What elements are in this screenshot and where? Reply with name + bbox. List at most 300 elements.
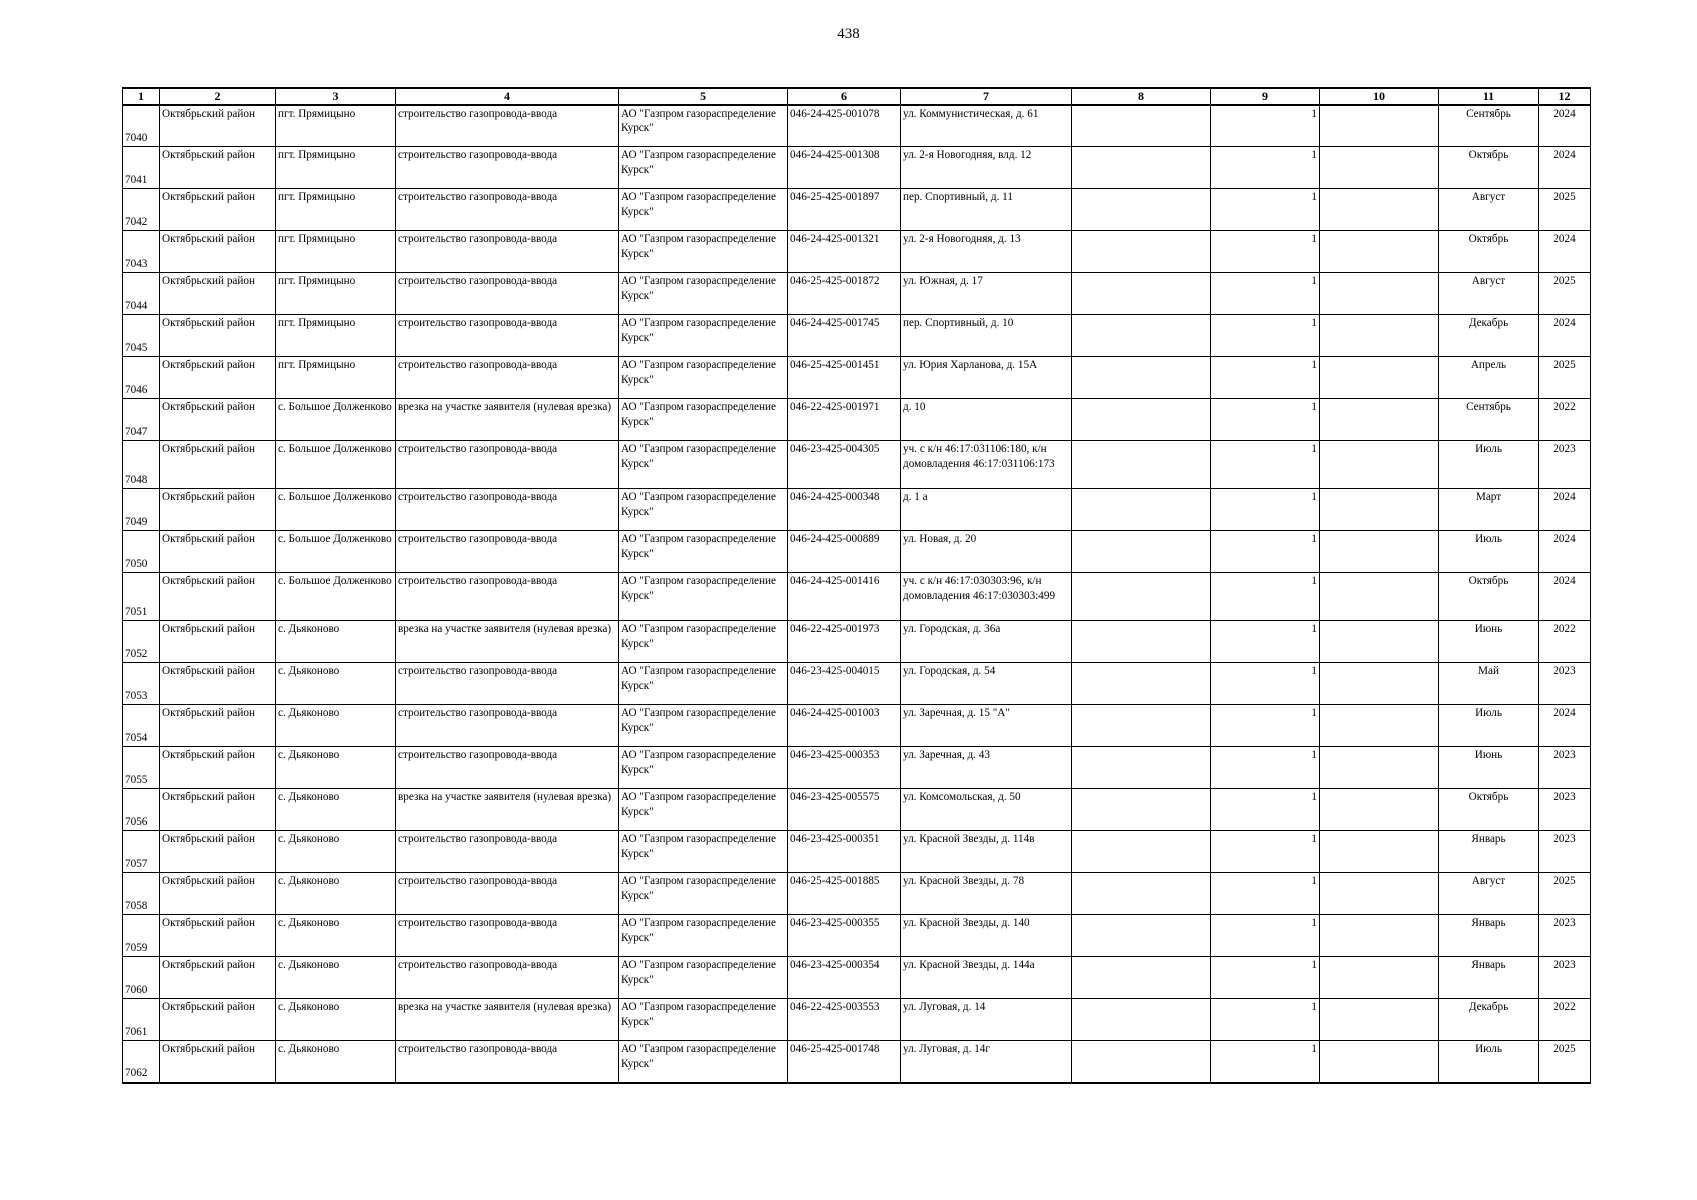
month-cell: Май	[1439, 663, 1539, 705]
request-code-cell: 046-23-425-005575	[788, 789, 901, 831]
year-cell: 2024	[1539, 105, 1591, 147]
column-8-cell	[1072, 357, 1211, 399]
column-10-cell	[1320, 1041, 1439, 1083]
year-cell: 2025	[1539, 273, 1591, 315]
column-header: 6	[788, 88, 901, 105]
organization-cell: АО "Газпром газораспределение Курск"	[619, 357, 788, 399]
column-8-cell	[1072, 705, 1211, 747]
district-cell: Октябрьский район	[160, 231, 276, 273]
locality-cell: с. Большое Долженково	[276, 489, 396, 531]
address-cell: ул. Городская, д. 36а	[901, 621, 1072, 663]
column-10-cell	[1320, 231, 1439, 273]
column-8-cell	[1072, 441, 1211, 489]
quantity-cell: 1	[1211, 915, 1320, 957]
locality-cell: с. Дьяконово	[276, 747, 396, 789]
registry-table	[122, 87, 1591, 1084]
quantity-cell: 1	[1211, 357, 1320, 399]
request-code-cell: 046-23-425-004015	[788, 663, 901, 705]
work-type-cell: строительство газопровода-ввода	[396, 663, 619, 705]
address-cell: ул. Южная, д. 17	[901, 273, 1072, 315]
locality-cell: с. Дьяконово	[276, 789, 396, 831]
table-row	[123, 705, 1591, 747]
month-cell: Март	[1439, 489, 1539, 531]
quantity-cell: 1	[1211, 231, 1320, 273]
column-10-cell	[1320, 573, 1439, 621]
column-10-cell	[1320, 789, 1439, 831]
year-cell: 2023	[1539, 747, 1591, 789]
column-header: 2	[160, 88, 276, 105]
column-10-cell	[1320, 663, 1439, 705]
row-number: 7055	[123, 747, 160, 789]
month-cell: Сентябрь	[1439, 105, 1539, 147]
month-cell: Апрель	[1439, 357, 1539, 399]
district-cell: Октябрьский район	[160, 441, 276, 489]
locality-cell: пгт. Прямицыно	[276, 147, 396, 189]
column-10-cell	[1320, 621, 1439, 663]
address-cell: ул. Заречная, д. 15 "А"	[901, 705, 1072, 747]
column-8-cell	[1072, 663, 1211, 705]
quantity-cell: 1	[1211, 441, 1320, 489]
locality-cell: пгт. Прямицыно	[276, 273, 396, 315]
locality-cell: с. Дьяконово	[276, 915, 396, 957]
quantity-cell: 1	[1211, 1041, 1320, 1083]
column-10-cell	[1320, 315, 1439, 357]
address-cell: ул. Городская, д. 54	[901, 663, 1072, 705]
district-cell: Октябрьский район	[160, 357, 276, 399]
work-type-cell: строительство газопровода-ввода	[396, 573, 619, 621]
column-8-cell	[1072, 105, 1211, 147]
column-8-cell	[1072, 231, 1211, 273]
work-type-cell: строительство газопровода-ввода	[396, 873, 619, 915]
row-number: 7059	[123, 915, 160, 957]
locality-cell: пгт. Прямицыно	[276, 357, 396, 399]
table-row	[123, 315, 1591, 357]
organization-cell: АО "Газпром газораспределение Курск"	[619, 573, 788, 621]
request-code-cell: 046-23-425-004305	[788, 441, 901, 489]
row-number: 7062	[123, 1041, 160, 1083]
locality-cell: пгт. Прямицыно	[276, 189, 396, 231]
month-cell: Июль	[1439, 441, 1539, 489]
column-10-cell	[1320, 105, 1439, 147]
year-cell: 2024	[1539, 315, 1591, 357]
district-cell: Октябрьский район	[160, 915, 276, 957]
organization-cell: АО "Газпром газораспределение Курск"	[619, 489, 788, 531]
request-code-cell: 046-25-425-001748	[788, 1041, 901, 1083]
request-code-cell: 046-23-425-000353	[788, 747, 901, 789]
table-row	[123, 399, 1591, 441]
organization-cell: АО "Газпром газораспределение Курск"	[619, 189, 788, 231]
month-cell: Октябрь	[1439, 147, 1539, 189]
table-row	[123, 147, 1591, 189]
table-row	[123, 573, 1591, 621]
column-8-cell	[1072, 789, 1211, 831]
column-8-cell	[1072, 573, 1211, 621]
district-cell: Октябрьский район	[160, 189, 276, 231]
year-cell: 2024	[1539, 231, 1591, 273]
row-number: 7044	[123, 273, 160, 315]
request-code-cell: 046-25-425-001872	[788, 273, 901, 315]
page-number: 438	[837, 26, 860, 42]
request-code-cell: 046-23-425-000355	[788, 915, 901, 957]
row-number: 7056	[123, 789, 160, 831]
column-10-cell	[1320, 189, 1439, 231]
row-number: 7040	[123, 105, 160, 147]
year-cell: 2022	[1539, 399, 1591, 441]
request-code-cell: 046-22-425-003553	[788, 999, 901, 1041]
column-header: 10	[1320, 88, 1439, 105]
organization-cell: АО "Газпром газораспределение Курск"	[619, 105, 788, 147]
quantity-cell: 1	[1211, 531, 1320, 573]
table-row	[123, 663, 1591, 705]
column-header: 4	[396, 88, 619, 105]
organization-cell: АО "Газпром газораспределение Курск"	[619, 1041, 788, 1083]
organization-cell: АО "Газпром газораспределение Курск"	[619, 789, 788, 831]
work-type-cell: врезка на участке заявителя (нулевая врезка)	[396, 399, 619, 441]
row-number: 7049	[123, 489, 160, 531]
table-row	[123, 357, 1591, 399]
registry-body	[123, 105, 1591, 1083]
year-cell: 2024	[1539, 489, 1591, 531]
row-number: 7041	[123, 147, 160, 189]
district-cell: Октябрьский район	[160, 873, 276, 915]
quantity-cell: 1	[1211, 705, 1320, 747]
work-type-cell: строительство газопровода-ввода	[396, 915, 619, 957]
organization-cell: АО "Газпром газораспределение Курск"	[619, 831, 788, 873]
locality-cell: с. Дьяконово	[276, 621, 396, 663]
locality-cell: пгт. Прямицыно	[276, 231, 396, 273]
column-8-cell	[1072, 747, 1211, 789]
work-type-cell: строительство газопровода-ввода	[396, 105, 619, 147]
month-cell: Январь	[1439, 831, 1539, 873]
work-type-cell: врезка на участке заявителя (нулевая врезка)	[396, 621, 619, 663]
request-code-cell: 046-25-425-001451	[788, 357, 901, 399]
column-8-cell	[1072, 873, 1211, 915]
table-row	[123, 873, 1591, 915]
request-code-cell: 046-24-425-000889	[788, 531, 901, 573]
quantity-cell: 1	[1211, 831, 1320, 873]
address-cell: ул. Коммунистическая, д. 61	[901, 105, 1072, 147]
locality-cell: пгт. Прямицыно	[276, 105, 396, 147]
address-cell: ул. Комсомольская, д. 50	[901, 789, 1072, 831]
request-code-cell: 046-22-425-001973	[788, 621, 901, 663]
quantity-cell: 1	[1211, 399, 1320, 441]
column-header: 7	[901, 88, 1072, 105]
locality-cell: с. Большое Долженково	[276, 441, 396, 489]
locality-cell: пгт. Прямицыно	[276, 315, 396, 357]
work-type-cell: строительство газопровода-ввода	[396, 189, 619, 231]
quantity-cell: 1	[1211, 489, 1320, 531]
address-cell: ул. Красной Звезды, д. 78	[901, 873, 1072, 915]
district-cell: Октябрьский район	[160, 531, 276, 573]
organization-cell: АО "Газпром газораспределение Курск"	[619, 621, 788, 663]
column-header: 12	[1539, 88, 1591, 105]
organization-cell: АО "Газпром газораспределение Курск"	[619, 531, 788, 573]
table-row	[123, 189, 1591, 231]
locality-cell: с. Большое Долженково	[276, 531, 396, 573]
year-cell: 2023	[1539, 441, 1591, 489]
address-cell: ул. Заречная, д. 43	[901, 747, 1072, 789]
locality-cell: с. Большое Долженково	[276, 399, 396, 441]
table-row	[123, 273, 1591, 315]
column-header-row	[123, 88, 1591, 105]
column-header: 11	[1439, 88, 1539, 105]
column-10-cell	[1320, 915, 1439, 957]
address-cell: ул. Красной Звезды, д. 140	[901, 915, 1072, 957]
address-cell: ул. Юрия Харланова, д. 15А	[901, 357, 1072, 399]
work-type-cell: строительство газопровода-ввода	[396, 273, 619, 315]
work-type-cell: врезка на участке заявителя (нулевая врезка)	[396, 789, 619, 831]
year-cell: 2023	[1539, 663, 1591, 705]
district-cell: Октябрьский район	[160, 957, 276, 999]
column-header: 9	[1211, 88, 1320, 105]
organization-cell: АО "Газпром газораспределение Курск"	[619, 873, 788, 915]
organization-cell: АО "Газпром газораспределение Курск"	[619, 999, 788, 1041]
table-row	[123, 621, 1591, 663]
row-number: 7046	[123, 357, 160, 399]
district-cell: Октябрьский район	[160, 621, 276, 663]
work-type-cell: строительство газопровода-ввода	[396, 1041, 619, 1083]
row-number: 7050	[123, 531, 160, 573]
year-cell: 2025	[1539, 1041, 1591, 1083]
year-cell: 2025	[1539, 357, 1591, 399]
table-row	[123, 489, 1591, 531]
quantity-cell: 1	[1211, 663, 1320, 705]
column-10-cell	[1320, 747, 1439, 789]
column-8-cell	[1072, 621, 1211, 663]
request-code-cell: 046-24-425-001078	[788, 105, 901, 147]
month-cell: Сентябрь	[1439, 399, 1539, 441]
table-row	[123, 441, 1591, 489]
table-row	[123, 747, 1591, 789]
quantity-cell: 1	[1211, 789, 1320, 831]
work-type-cell: строительство газопровода-ввода	[396, 747, 619, 789]
year-cell: 2024	[1539, 531, 1591, 573]
district-cell: Октябрьский район	[160, 315, 276, 357]
organization-cell: АО "Газпром газораспределение Курск"	[619, 957, 788, 999]
column-10-cell	[1320, 831, 1439, 873]
organization-cell: АО "Газпром газораспределение Курск"	[619, 747, 788, 789]
request-code-cell: 046-23-425-000351	[788, 831, 901, 873]
column-10-cell	[1320, 357, 1439, 399]
address-cell: ул. Луговая, д. 14	[901, 999, 1072, 1041]
table-row	[123, 531, 1591, 573]
address-cell: ул. Луговая, д. 14г	[901, 1041, 1072, 1083]
work-type-cell: строительство газопровода-ввода	[396, 489, 619, 531]
table-row	[123, 231, 1591, 273]
work-type-cell: строительство газопровода-ввода	[396, 315, 619, 357]
row-number: 7053	[123, 663, 160, 705]
column-10-cell	[1320, 273, 1439, 315]
row-number: 7057	[123, 831, 160, 873]
district-cell: Октябрьский район	[160, 747, 276, 789]
request-code-cell: 046-23-425-000354	[788, 957, 901, 999]
work-type-cell: строительство газопровода-ввода	[396, 147, 619, 189]
column-10-cell	[1320, 147, 1439, 189]
organization-cell: АО "Газпром газораспределение Курск"	[619, 147, 788, 189]
request-code-cell: 046-24-425-001745	[788, 315, 901, 357]
organization-cell: АО "Газпром газораспределение Курск"	[619, 273, 788, 315]
quantity-cell: 1	[1211, 189, 1320, 231]
district-cell: Октябрьский район	[160, 105, 276, 147]
row-number: 7051	[123, 573, 160, 621]
column-8-cell	[1072, 957, 1211, 999]
column-8-cell	[1072, 315, 1211, 357]
month-cell: Август	[1439, 189, 1539, 231]
month-cell: Июль	[1439, 531, 1539, 573]
quantity-cell: 1	[1211, 621, 1320, 663]
row-number: 7052	[123, 621, 160, 663]
district-cell: Октябрьский район	[160, 789, 276, 831]
address-cell: ул. Красной Звезды, д. 144а	[901, 957, 1072, 999]
quantity-cell: 1	[1211, 147, 1320, 189]
address-cell: д. 10	[901, 399, 1072, 441]
table-row	[123, 831, 1591, 873]
work-type-cell: строительство газопровода-ввода	[396, 705, 619, 747]
locality-cell: с. Дьяконово	[276, 999, 396, 1041]
column-8-cell	[1072, 189, 1211, 231]
month-cell: Декабрь	[1439, 315, 1539, 357]
locality-cell: с. Дьяконово	[276, 957, 396, 999]
month-cell: Октябрь	[1439, 231, 1539, 273]
address-cell: пер. Спортивный, д. 10	[901, 315, 1072, 357]
month-cell: Июнь	[1439, 747, 1539, 789]
organization-cell: АО "Газпром газораспределение Курск"	[619, 231, 788, 273]
column-8-cell	[1072, 489, 1211, 531]
column-8-cell	[1072, 831, 1211, 873]
district-cell: Октябрьский район	[160, 573, 276, 621]
column-8-cell	[1072, 273, 1211, 315]
year-cell: 2023	[1539, 831, 1591, 873]
year-cell: 2025	[1539, 873, 1591, 915]
year-cell: 2023	[1539, 789, 1591, 831]
month-cell: Июль	[1439, 1041, 1539, 1083]
organization-cell: АО "Газпром газораспределение Курск"	[619, 705, 788, 747]
district-cell: Октябрьский район	[160, 147, 276, 189]
locality-cell: с. Большое Долженково	[276, 573, 396, 621]
month-cell: Июль	[1439, 705, 1539, 747]
address-cell: уч. с к/н 46:17:031106:180, к/н домовладения 46:17:031106:173	[901, 441, 1072, 489]
column-10-cell	[1320, 531, 1439, 573]
request-code-cell: 046-25-425-001885	[788, 873, 901, 915]
quantity-cell: 1	[1211, 573, 1320, 621]
request-code-cell: 046-22-425-001971	[788, 399, 901, 441]
work-type-cell: строительство газопровода-ввода	[396, 831, 619, 873]
locality-cell: с. Дьяконово	[276, 705, 396, 747]
work-type-cell: строительство газопровода-ввода	[396, 441, 619, 489]
work-type-cell: строительство газопровода-ввода	[396, 957, 619, 999]
quantity-cell: 1	[1211, 315, 1320, 357]
column-header: 8	[1072, 88, 1211, 105]
month-cell: Январь	[1439, 957, 1539, 999]
column-header: 3	[276, 88, 396, 105]
address-cell: д. 1 а	[901, 489, 1072, 531]
year-cell: 2025	[1539, 189, 1591, 231]
table-row	[123, 105, 1591, 147]
organization-cell: АО "Газпром газораспределение Курск"	[619, 441, 788, 489]
column-10-cell	[1320, 441, 1439, 489]
year-cell: 2022	[1539, 621, 1591, 663]
column-10-cell	[1320, 705, 1439, 747]
organization-cell: АО "Газпром газораспределение Курск"	[619, 315, 788, 357]
column-10-cell	[1320, 399, 1439, 441]
column-8-cell	[1072, 999, 1211, 1041]
address-cell: ул. 2-я Новогодняя, д. 13	[901, 231, 1072, 273]
column-8-cell	[1072, 1041, 1211, 1083]
quantity-cell: 1	[1211, 105, 1320, 147]
column-header: 5	[619, 88, 788, 105]
address-cell: уч. с к/н 46:17:030303:96, к/н домовладения 46:17:030303:499	[901, 573, 1072, 621]
district-cell: Октябрьский район	[160, 273, 276, 315]
district-cell: Октябрьский район	[160, 705, 276, 747]
request-code-cell: 046-24-425-001308	[788, 147, 901, 189]
month-cell: Июнь	[1439, 621, 1539, 663]
quantity-cell: 1	[1211, 999, 1320, 1041]
row-number: 7054	[123, 705, 160, 747]
organization-cell: АО "Газпром газораспределение Курск"	[619, 399, 788, 441]
year-cell: 2024	[1539, 705, 1591, 747]
month-cell: Декабрь	[1439, 999, 1539, 1041]
quantity-cell: 1	[1211, 273, 1320, 315]
month-cell: Октябрь	[1439, 789, 1539, 831]
year-cell: 2024	[1539, 147, 1591, 189]
row-number: 7042	[123, 189, 160, 231]
request-code-cell: 046-24-425-001416	[788, 573, 901, 621]
district-cell: Октябрьский район	[160, 489, 276, 531]
district-cell: Октябрьский район	[160, 399, 276, 441]
work-type-cell: строительство газопровода-ввода	[396, 357, 619, 399]
organization-cell: АО "Газпром газораспределение Курск"	[619, 915, 788, 957]
column-8-cell	[1072, 399, 1211, 441]
column-header: 1	[123, 88, 160, 105]
column-10-cell	[1320, 957, 1439, 999]
row-number: 7058	[123, 873, 160, 915]
request-code-cell: 046-25-425-001897	[788, 189, 901, 231]
district-cell: Октябрьский район	[160, 663, 276, 705]
row-number: 7043	[123, 231, 160, 273]
address-cell: ул. Красной Звезды, д. 114в	[901, 831, 1072, 873]
table-row	[123, 999, 1591, 1041]
year-cell: 2023	[1539, 915, 1591, 957]
locality-cell: с. Дьяконово	[276, 873, 396, 915]
locality-cell: с. Дьяконово	[276, 1041, 396, 1083]
row-number: 7045	[123, 315, 160, 357]
column-8-cell	[1072, 915, 1211, 957]
year-cell: 2023	[1539, 957, 1591, 999]
table-row	[123, 957, 1591, 999]
quantity-cell: 1	[1211, 747, 1320, 789]
district-cell: Октябрьский район	[160, 1041, 276, 1083]
column-8-cell	[1072, 147, 1211, 189]
column-10-cell	[1320, 999, 1439, 1041]
work-type-cell: врезка на участке заявителя (нулевая врезка)	[396, 999, 619, 1041]
address-cell: ул. Новая, д. 20	[901, 531, 1072, 573]
month-cell: Январь	[1439, 915, 1539, 957]
row-number: 7047	[123, 399, 160, 441]
month-cell: Август	[1439, 873, 1539, 915]
table-row	[123, 1041, 1591, 1083]
year-cell: 2024	[1539, 573, 1591, 621]
quantity-cell: 1	[1211, 873, 1320, 915]
locality-cell: с. Дьяконово	[276, 663, 396, 705]
row-number: 7060	[123, 957, 160, 999]
address-cell: ул. 2-я Новогодняя, влд. 12	[901, 147, 1072, 189]
district-cell: Октябрьский район	[160, 999, 276, 1041]
locality-cell: с. Дьяконово	[276, 831, 396, 873]
row-number: 7061	[123, 999, 160, 1041]
request-code-cell: 046-24-425-001321	[788, 231, 901, 273]
row-number: 7048	[123, 441, 160, 489]
work-type-cell: строительство газопровода-ввода	[396, 531, 619, 573]
